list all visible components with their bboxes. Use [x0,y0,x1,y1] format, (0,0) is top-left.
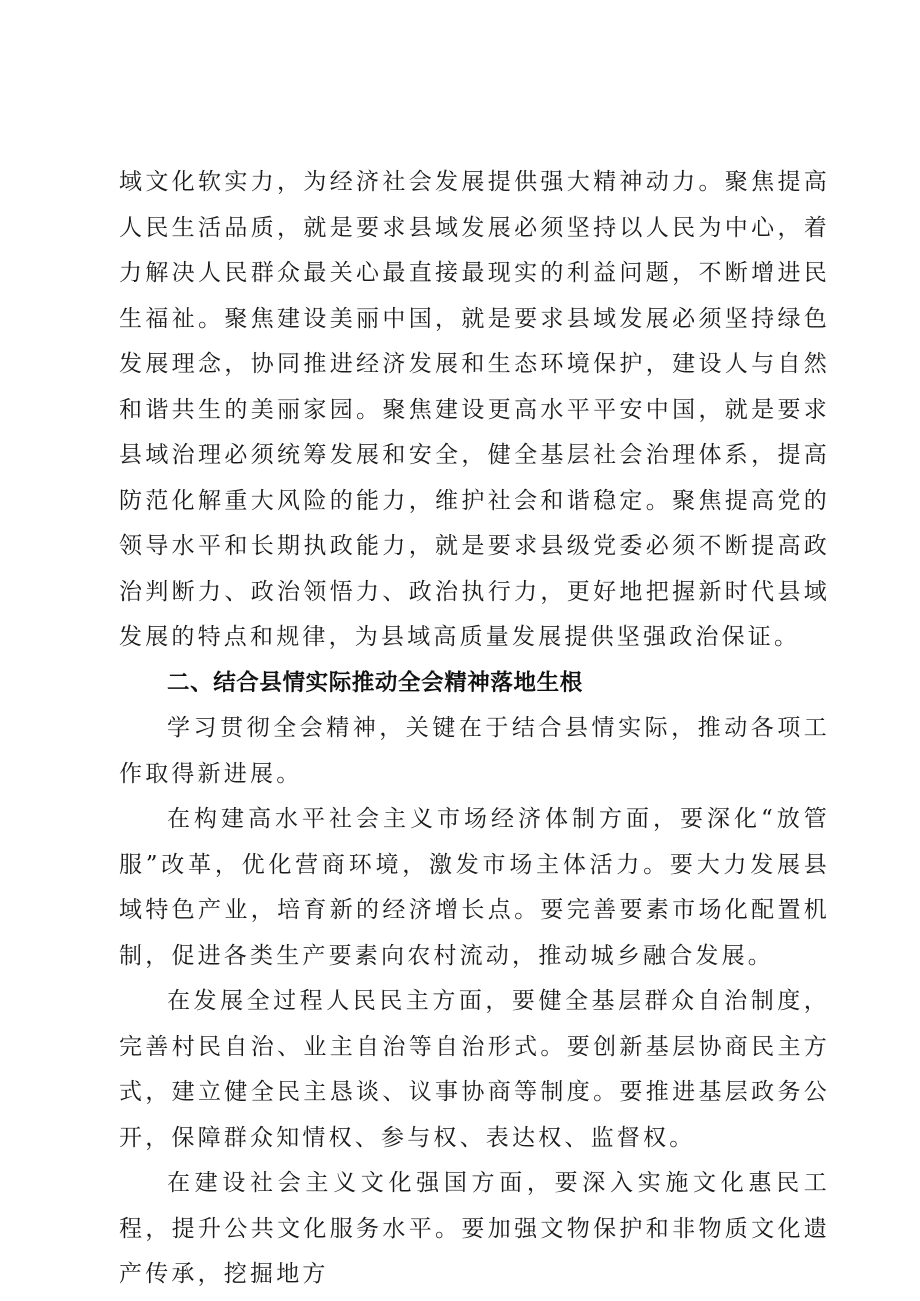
section-heading: 二、结合县情实际推动全会精神落地生根 [167,669,583,696]
body-paragraph-democracy: 在发展全过程人民民主方面，要健全基层群众自治制度，完善村民自治、业主自治等自治形式。要创新基层协商民主方式，建立健全民主恳谈、议事协商等制度。要推进基层政务公开，保障群众知情权、参与权、表达权、监督权。 [119,988,830,1151]
body-paragraph-culture: 在建设社会主义文化强国方面，要深入实施文化惠民工程，提升公共文化服务水平。要加强文物保护和非物质文化遗产传承，挖掘地方 [119,1170,830,1287]
body-paragraph-continuation: 域文化软实力，为经济社会发展提供强大精神动力。聚焦提高人民生活品质，就是要求县域发展必须坚持以人民为中心，着力解决人民群众最关心最直接最现实的利益问题，不断增进民生福祉。聚焦建设美丽中国，就是要求县域发展必须坚持绿色发展理念，协同推进经济发展和生态环境保护，建设人与自然和谐共生的美丽家园。聚焦建设更高水平平安中国，就是要求县域治理必须统筹发展和安全，健全基层社会治理体系，提高防范化解重大风险的能力，维护社会和谐稳定。聚焦提高党的领导水平和长期执政能力，就是要求县级党委必须不断提高政治判断力、政治领悟力、政治执行力，更好地把握新时代县域发展的特点和规律，为县域高质量发展提供坚强政治保证。 [119,169,830,650]
body-paragraph-intro: 学习贯彻全会精神，关键在于结合县情实际，推动各项工作取得新进展。 [119,715,830,787]
body-paragraph-market-economy: 在构建高水平社会主义市场经济体制方面，要深化“放管服”改革，优化营商环境，激发市场主体活力。要大力发展县域特色产业，培育新的经济增长点。要完善要素市场化配置机制，促进各类生产要素向农村流动，推动城乡融合发展。 [119,806,830,969]
document-body [119,160,830,1298]
